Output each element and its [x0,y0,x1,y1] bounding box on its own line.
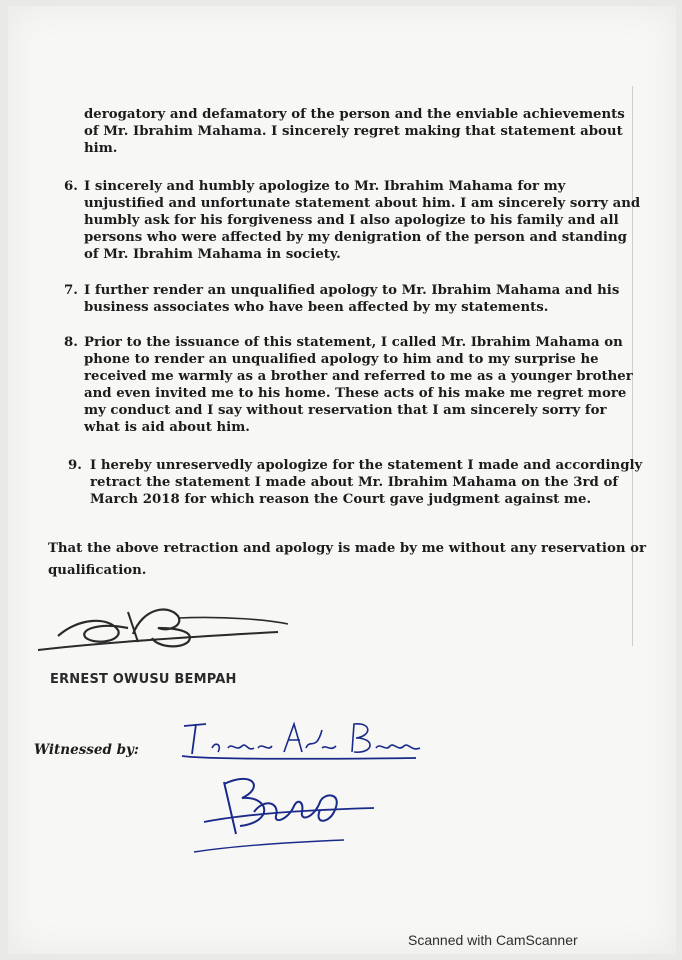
camscanner-watermark: Scanned with CamScanner [408,932,578,948]
item-line: March 2018 for which reason the Court gave judgment against me. [90,492,592,507]
item-line: humbly ask for his forgiveness and I also apologize to his family and all [84,213,619,228]
closing-line: That the above retraction and apology is made by me without any reservation or [48,541,646,556]
item-line: received me warmly as a brother and referred to me as a younger brother [84,369,633,384]
witness-label: Witnessed by: [34,742,139,758]
item-number: 6. [64,179,78,194]
closing-line: qualification. [48,563,147,578]
item-line: I hereby unreservedly apologize for the statement I made and accordingly [90,458,643,473]
signer-signature [28,598,298,668]
item-number: 9. [68,458,82,473]
item-line: I sincerely and humbly apologize to Mr. Ibrahim Mahama for my [84,179,566,194]
item-line: my conduct and I say without reservation that I am sincerely sorry for [84,403,607,418]
scanned-page [8,6,676,954]
item-line: what is aid about him. [84,420,250,435]
witness-handwritten-name [176,718,436,766]
item-line: retract the statement I made about Mr. Ibrahim Mahama on the 3rd of [90,475,619,490]
item-line: I further render an unqualified apology to Mr. Ibrahim Mahama and his [84,283,620,298]
item-number: 7. [64,283,78,298]
item-line: business associates who have been affected by my statements. [84,300,549,315]
intro-line: of Mr. Ibrahim Mahama. I sincerely regret making that statement about [84,124,623,139]
item-line: persons who were affected by my denigration of the person and standing [84,230,627,245]
item-line: of Mr. Ibrahim Mahama in society. [84,247,341,262]
item-line: Prior to the issuance of this statement, I called Mr. Ibrahim Mahama on [84,335,623,350]
item-number: 8. [64,335,78,350]
witness-signature [184,762,384,858]
intro-line: derogatory and defamatory of the person and the enviable achievements [84,107,625,122]
scan-edge-line [632,86,633,646]
item-line: and even invited me to his home. These acts of his make me regret more [84,386,627,401]
item-line: phone to render an unqualified apology to him and to my surprise he [84,352,599,367]
item-line: unjustified and unfortunate statement about him. I am sincerely sorry and [84,196,641,211]
intro-line: him. [84,141,118,156]
signer-name: ERNEST OWUSU BEMPAH [50,672,237,687]
